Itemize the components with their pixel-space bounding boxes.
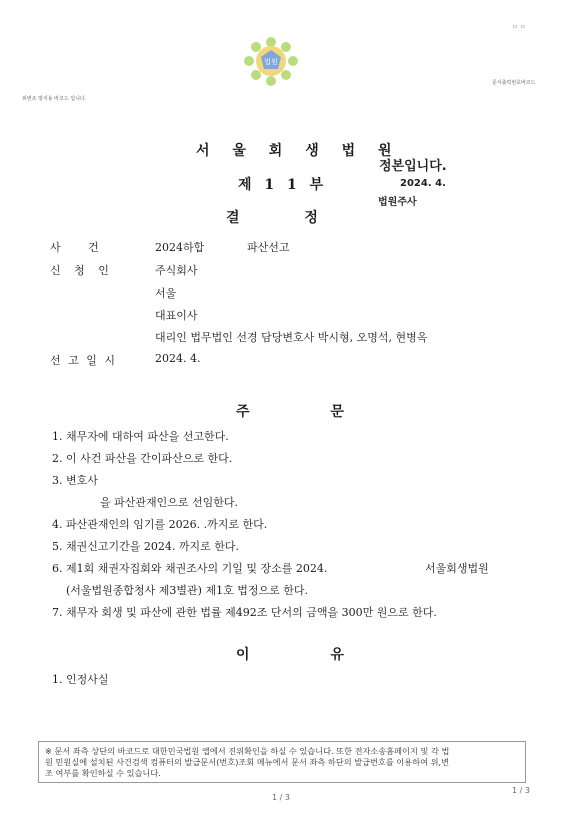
order-item-2: 2. 이 사건 파산을 간이파산으로 한다. [52, 452, 233, 465]
order-item-1: 1. 채무자에 대하여 파산을 선고한다. [52, 430, 229, 443]
order-item-3-cont: 을 파산관재인으로 선임한다. [100, 496, 239, 509]
certified-copy-stamp: 정본입니다. [379, 159, 447, 174]
verification-notice [38, 741, 526, 783]
order-item-6-cont: (서울법원종합청사 제3별관) 제1호 법정으로 한다. [66, 584, 308, 597]
top-right-mark: ㅁ ㅁ [512, 24, 526, 31]
applicant-agent: 대리인 법무법인 선경 담당변호사 박시형, 오명석, 현병옥 [155, 331, 428, 344]
barcode-caption: 위변조 방지용 바코드 입니다. [22, 96, 87, 102]
order-item-6-court: 서울회생법원 [425, 562, 489, 575]
case-label: 사 건 [50, 241, 111, 254]
order-item-3: 3. 변호사 [52, 474, 98, 487]
division-name: 제 1 1 부 [238, 177, 328, 193]
order-heading: 주 문 [236, 404, 382, 420]
court-name: 서 울 회 생 법 원 [196, 143, 401, 159]
order-item-5: 5. 채권신고기간을 2024. 까지로 한다. [52, 540, 239, 553]
notice-line-1: ※ 문서 좌측 상단의 바코드로 대한민국법원 앱에서 진위확인을 하실 수 있습니다. 또한 전자소송홈페이지 및 각 법 [45, 746, 450, 756]
stamp-date: 2024. 4. [400, 178, 446, 189]
order-item-6: 6. 제1회 채권자집회와 채권조사의 기일 및 장소를 2024. [52, 562, 328, 575]
stamp-clerk: 법원주사 [378, 197, 417, 208]
case-name: 파산선고 [247, 241, 290, 254]
date-label: 선 고 일 시 [50, 354, 117, 367]
case-number: 2024하합 [155, 241, 205, 254]
applicant-representative: 대표이사 [155, 309, 198, 322]
order-item-7: 7. 채무자 회생 및 파산에 관한 법률 제492조 단서의 금액을 300만 원으로 한다. [52, 606, 437, 619]
notice-line-2: 원 민원실에 설치된 사건검색 컴퓨터의 발급문서(번호)조회 메뉴에서 문서 좌측 하단의 발급번호를 이용하여 위,변 [45, 757, 450, 767]
notice-line-3: 조 여부를 확인하실 수 있습니다. [45, 768, 161, 778]
page-number: 1 / 3 [272, 793, 290, 802]
court-seal-emblem [242, 36, 300, 88]
applicant-label: 신 청 인 [50, 264, 114, 277]
date-value: 2024. 4. [155, 352, 201, 365]
seal-text: 법원 [264, 58, 278, 66]
page-number-right: 1 / 3 [512, 786, 530, 795]
reason-section-1: 1. 인정사실 [52, 673, 109, 686]
order-item-4: 4. 파산관재인의 임기를 2026. .까지로 한다. [52, 518, 268, 531]
document-type: 결 정 [226, 210, 348, 226]
reason-heading: 이 유 [236, 647, 382, 663]
document-number-caption: 문서출력번호바코드 [492, 80, 536, 86]
applicant-name: 주식회사 [155, 264, 198, 277]
applicant-address: 서울 [155, 287, 177, 300]
